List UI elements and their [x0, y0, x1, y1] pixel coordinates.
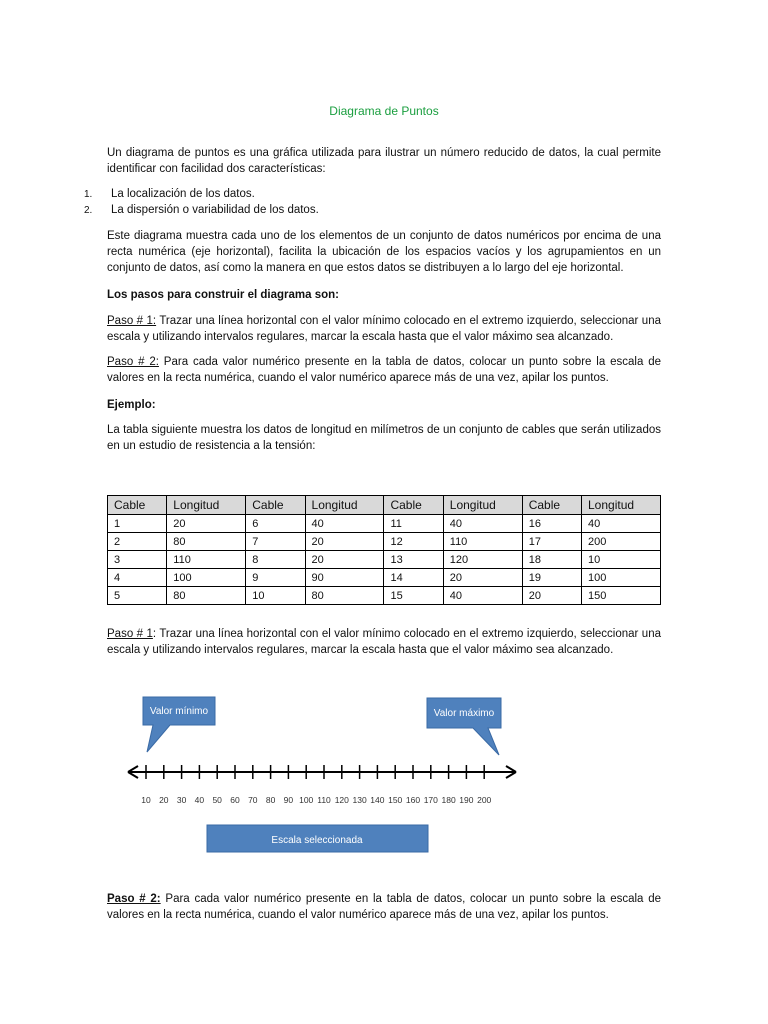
- table-cell: 40: [443, 587, 522, 605]
- tick-label: 140: [370, 795, 385, 805]
- table-cell: 20: [305, 551, 384, 569]
- table-row: [108, 551, 661, 569]
- table-cell: 6: [246, 515, 305, 533]
- step-1-repeat-text: : Trazar una línea horizontal con el valor mínimo colocado en el extremo izquierdo, seleccionar una escala y utilizando intervalos regulares, marcar la escala hasta que el valor máximo sea alcanzado.: [107, 628, 661, 656]
- table-cell: 10: [246, 587, 305, 605]
- tick-label: 40: [194, 795, 205, 805]
- tick-label: 10: [141, 795, 151, 805]
- tick-label: 100: [299, 795, 314, 805]
- list-item: [84, 202, 664, 219]
- column-header: Cable: [522, 496, 581, 515]
- table-cell: 13: [384, 551, 443, 569]
- step-1-repeat-label: Paso # 1: [107, 628, 153, 640]
- table-cell: 100: [582, 569, 661, 587]
- tick-label: 170: [423, 795, 438, 805]
- table-cell: 100: [167, 569, 246, 587]
- table-cell: 1: [108, 515, 167, 533]
- list-number: 2.: [84, 205, 93, 216]
- table-cell: 80: [305, 587, 384, 605]
- step-1-paragraph: [107, 313, 661, 345]
- table-cell: 200: [582, 533, 661, 551]
- table-cell: 3: [108, 551, 167, 569]
- table-cell: 20: [522, 587, 581, 605]
- step-2-repeat-text: Para cada valor numérico presente en la tabla de datos, colocar un punto sobre la escala de valores en la recta numérica, cuando el valor numérico aparece más de una vez, apilar los puntos.: [107, 893, 661, 921]
- table-cell: 18: [522, 551, 581, 569]
- table-cell: 110: [167, 551, 246, 569]
- table-cell: 8: [246, 551, 305, 569]
- table-cell: 7: [246, 533, 305, 551]
- tick-label: 200: [477, 795, 492, 805]
- step-2-repeat-paragraph: [107, 891, 661, 923]
- list-text: La localización de los datos.: [111, 188, 255, 200]
- tick-label: 120: [334, 795, 349, 805]
- step-2-text: Para cada valor numérico presente en la tabla de datos, colocar un punto sobre la escala de valores en la recta numérica, cuando el valor numérico aparece más de una vez, apilar los puntos.: [107, 356, 662, 384]
- list-text: La dispersión o variabilidad de los datos.: [111, 204, 319, 216]
- example-paragraph: La tabla siguiente muestra los datos de longitud en milímetros de un conjunto de cables que serán utilizados en un estudio de resistencia a la tensión:: [107, 424, 661, 452]
- column-header: Cable: [384, 496, 443, 515]
- tick-label: 150: [388, 795, 403, 805]
- callout-max: [427, 698, 501, 755]
- column-header: Longitud: [582, 496, 661, 515]
- table-cell: 20: [305, 533, 384, 551]
- step-2-repeat-label: Paso # 2:: [107, 893, 161, 905]
- number-line-diagram: [0, 680, 768, 860]
- table-cell: 12: [384, 533, 443, 551]
- table-header-row: [108, 496, 661, 515]
- table-row: [108, 533, 661, 551]
- callout-min-label: Valor mínimo: [149, 706, 209, 717]
- callout-max-label: Valor máximo: [433, 708, 495, 719]
- step-2-paragraph: [107, 354, 661, 386]
- tick-label: 30: [176, 795, 187, 805]
- tick-label: 70: [248, 795, 258, 805]
- table-cell: 120: [443, 551, 522, 569]
- scale-label-text: Escala seleccionada: [271, 835, 363, 846]
- column-header: Cable: [246, 496, 305, 515]
- step-1-text: Trazar una línea horizontal con el valor mínimo colocado en el extremo izquierdo, seleccionar una escala y utilizando intervalos regulares, marcar la escala hasta que el valor máximo sea alcanzado.: [107, 315, 661, 343]
- tick-label: 80: [265, 795, 276, 805]
- table-cell: 15: [384, 587, 443, 605]
- table-cell: 10: [582, 551, 661, 569]
- column-header: Longitud: [443, 496, 522, 515]
- table-cell: 4: [108, 569, 167, 587]
- tick-labels: [141, 795, 491, 805]
- tick-label: 160: [405, 795, 421, 805]
- callout-max-shape: [427, 698, 501, 755]
- table-cell: 20: [167, 515, 246, 533]
- steps-heading: Los pasos para construir el diagrama son:: [107, 289, 339, 301]
- table-cell: 20: [443, 569, 522, 587]
- tick-label: 110: [317, 795, 331, 805]
- table-cell: 110: [443, 533, 522, 551]
- step-1-label: Paso # 1:: [107, 315, 157, 327]
- column-header: Cable: [108, 496, 167, 515]
- step-2-label: Paso # 2:: [107, 356, 159, 368]
- table-cell: 5: [108, 587, 167, 605]
- column-header: Longitud: [305, 496, 384, 515]
- table-cell: 9: [246, 569, 305, 587]
- tick-label: 60: [230, 795, 240, 805]
- tick-label: 180: [441, 795, 456, 805]
- cable-length-table: [107, 495, 661, 605]
- table-cell: 150: [582, 587, 661, 605]
- tick-label: 50: [212, 795, 222, 805]
- callout-min: [143, 697, 215, 752]
- table-cell: 90: [305, 569, 384, 587]
- table-cell: 40: [305, 515, 384, 533]
- list-number: 1.: [84, 189, 93, 200]
- table-cell: 80: [167, 587, 246, 605]
- table-cell: 2: [108, 533, 167, 551]
- list-item: [84, 186, 664, 203]
- example-heading: Ejemplo:: [107, 399, 156, 411]
- table-cell: 11: [384, 515, 443, 533]
- table-row: [108, 515, 661, 533]
- scale-label-box: [207, 825, 428, 852]
- tick-label: 20: [159, 795, 169, 805]
- intro-paragraph: Un diagrama de puntos es una gráfica utilizada para ilustrar un número reducido de datos, la cual permite identificar con facilidad dos características:: [107, 147, 661, 175]
- table-cell: 16: [522, 515, 581, 533]
- tick-label: 190: [459, 795, 474, 805]
- tick-label: 90: [283, 795, 294, 805]
- step-1-repeat-paragraph: [107, 626, 661, 658]
- description-paragraph: Este diagrama muestra cada uno de los elementos de un conjunto de datos numéricos por encima de una recta numérica (eje horizontal), facilita la ubicación de los espacios vacíos y los agrupamientos en un conjunto de datos, así como la manera en que estos datos se distribuyen a lo largo del eje horizontal.: [107, 230, 661, 274]
- table-row: [108, 569, 661, 587]
- table-cell: 14: [384, 569, 443, 587]
- table-cell: 17: [522, 533, 581, 551]
- table-cell: 19: [522, 569, 581, 587]
- table-cell: 40: [443, 515, 522, 533]
- tick-label: 130: [352, 795, 367, 805]
- column-header: Longitud: [167, 496, 246, 515]
- table-cell: 80: [167, 533, 246, 551]
- table-cell: 40: [582, 515, 661, 533]
- page-title: Diagrama de Puntos: [329, 104, 439, 118]
- table-row: [108, 587, 661, 605]
